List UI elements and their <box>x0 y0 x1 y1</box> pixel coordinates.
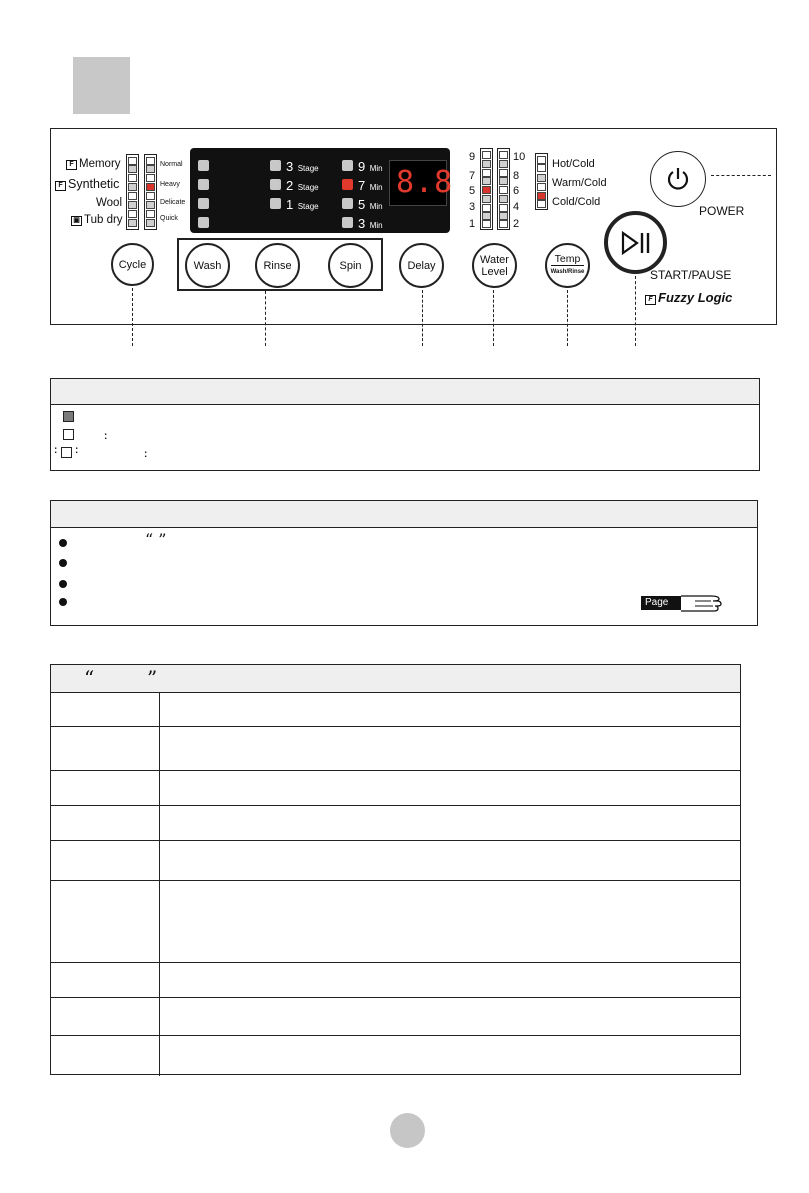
spin-led <box>342 217 353 228</box>
section-marker <box>73 57 130 114</box>
spin-led <box>342 198 353 209</box>
table-row <box>51 880 740 881</box>
water-level-10: 10 <box>513 151 526 163</box>
legend-colon: : <box>54 445 58 456</box>
notes-header <box>51 501 757 528</box>
water-level-4: 4 <box>513 201 520 213</box>
fuzzy-f-icon: F <box>55 181 66 191</box>
empty-square-icon <box>63 429 74 440</box>
water-level-1: 1 <box>469 218 476 230</box>
tub-icon: ▣ <box>71 216 82 226</box>
table-row <box>51 726 740 727</box>
wash-button[interactable]: Wash <box>185 243 230 288</box>
table-row <box>51 805 740 806</box>
cycle-label-memory: F Memory <box>66 158 121 170</box>
stage-3: 3 Stage <box>286 159 319 174</box>
notes-quotes: “ ” <box>145 530 167 549</box>
table-header-quote-close: ” <box>147 666 158 690</box>
legend-colon: : <box>75 445 79 456</box>
spin-min-5: 5 Min <box>358 197 383 212</box>
temp-sub-label: Wash/Rinse <box>551 265 585 278</box>
fuzzy-f-icon: F <box>645 295 656 305</box>
stage-led <box>270 160 281 171</box>
water-level-button[interactable]: Water Level <box>472 243 517 288</box>
play-pause-icon <box>621 231 651 255</box>
spin-button[interactable]: Spin <box>328 243 373 288</box>
table-row <box>51 1035 740 1036</box>
stage-1: 1 Stage <box>286 197 319 212</box>
bullet <box>59 580 67 588</box>
table-column-divider <box>159 692 160 1076</box>
water-led-column-right <box>497 148 510 230</box>
spin-min-9: 9 Min <box>358 159 383 174</box>
legend-header <box>51 379 759 405</box>
callout-line <box>132 288 133 346</box>
power-icon <box>664 165 692 193</box>
start-pause-label: START/PAUSE <box>650 268 732 282</box>
table-row <box>51 997 740 998</box>
power-label: POWER <box>699 204 745 218</box>
callout-line <box>567 290 568 346</box>
water-level-9: 9 <box>469 151 476 163</box>
cycle-option-quick: Quick <box>160 215 178 222</box>
callout-line <box>635 276 636 346</box>
water-level-3: 3 <box>469 201 476 213</box>
legend-colon: : <box>104 431 108 442</box>
fuzzy-logic-brand: F Fuzzy Logic <box>645 290 732 305</box>
table-header-quote-open: “ <box>84 666 95 690</box>
wash-led <box>198 179 209 190</box>
empty-square-icon <box>61 447 72 458</box>
table-row <box>51 770 740 771</box>
cycle-button[interactable]: Cycle <box>111 243 154 286</box>
spin-led-active <box>342 179 353 190</box>
spin-min-3: 3 Min <box>358 216 383 231</box>
page-reference-tag: Page <box>641 596 681 610</box>
legend-colon: : <box>144 449 148 460</box>
bullet <box>59 598 67 606</box>
wash-led <box>198 198 209 209</box>
stage-led <box>270 198 281 209</box>
water-level-6: 6 <box>513 185 520 197</box>
gray-square-icon <box>63 411 74 422</box>
bullet <box>59 559 67 567</box>
callout-line <box>265 291 266 346</box>
temp-label: Temp <box>554 253 581 265</box>
water-level-7: 7 <box>469 170 476 182</box>
page-number-circle <box>390 1113 425 1148</box>
cycle-label-synthetic: F Synthetic <box>55 177 119 191</box>
spin-led <box>342 160 353 171</box>
cycle-option-normal: Normal <box>160 161 183 168</box>
power-button[interactable] <box>650 151 706 207</box>
cycle-led-column-left <box>126 154 139 230</box>
spin-min-7: 7 Min <box>358 178 383 193</box>
water-level-2: 2 <box>513 218 520 230</box>
segment-display: 8.8 <box>389 160 447 206</box>
wash-led <box>198 160 209 171</box>
temp-button[interactable] <box>545 243 590 288</box>
rinse-button[interactable]: Rinse <box>255 243 300 288</box>
temp-warm-cold: Warm/Cold <box>552 177 607 189</box>
wash-led <box>198 217 209 228</box>
water-level-5: 5 <box>469 185 476 197</box>
cycle-label-tub-dry: ▣ Tub dry <box>71 214 123 226</box>
table-row <box>51 840 740 841</box>
legend-box <box>50 378 760 471</box>
temp-hot-cold: Hot/Cold <box>552 158 595 170</box>
callout-line <box>711 175 771 176</box>
cycle-led-column-right <box>144 154 157 230</box>
water-level-8: 8 <box>513 170 520 182</box>
fuzzy-f-icon: F <box>66 160 77 170</box>
cycle-option-delicate: Delicate <box>160 199 186 206</box>
stage-2: 2 Stage <box>286 178 319 193</box>
callout-line <box>422 290 423 346</box>
pointing-hand-icon <box>681 589 723 618</box>
table-row <box>51 962 740 963</box>
callout-line <box>493 290 494 346</box>
start-pause-button[interactable] <box>604 211 667 274</box>
delay-button[interactable]: Delay <box>399 243 444 288</box>
cycle-option-heavy: Heavy <box>160 181 180 188</box>
bullet <box>59 539 67 547</box>
stage-led <box>270 179 281 190</box>
water-led-column-left <box>480 148 493 230</box>
temp-cold-cold: Cold/Cold <box>552 196 601 208</box>
cycle-label-wool: Wool <box>96 197 122 209</box>
temp-led-column <box>535 153 548 210</box>
